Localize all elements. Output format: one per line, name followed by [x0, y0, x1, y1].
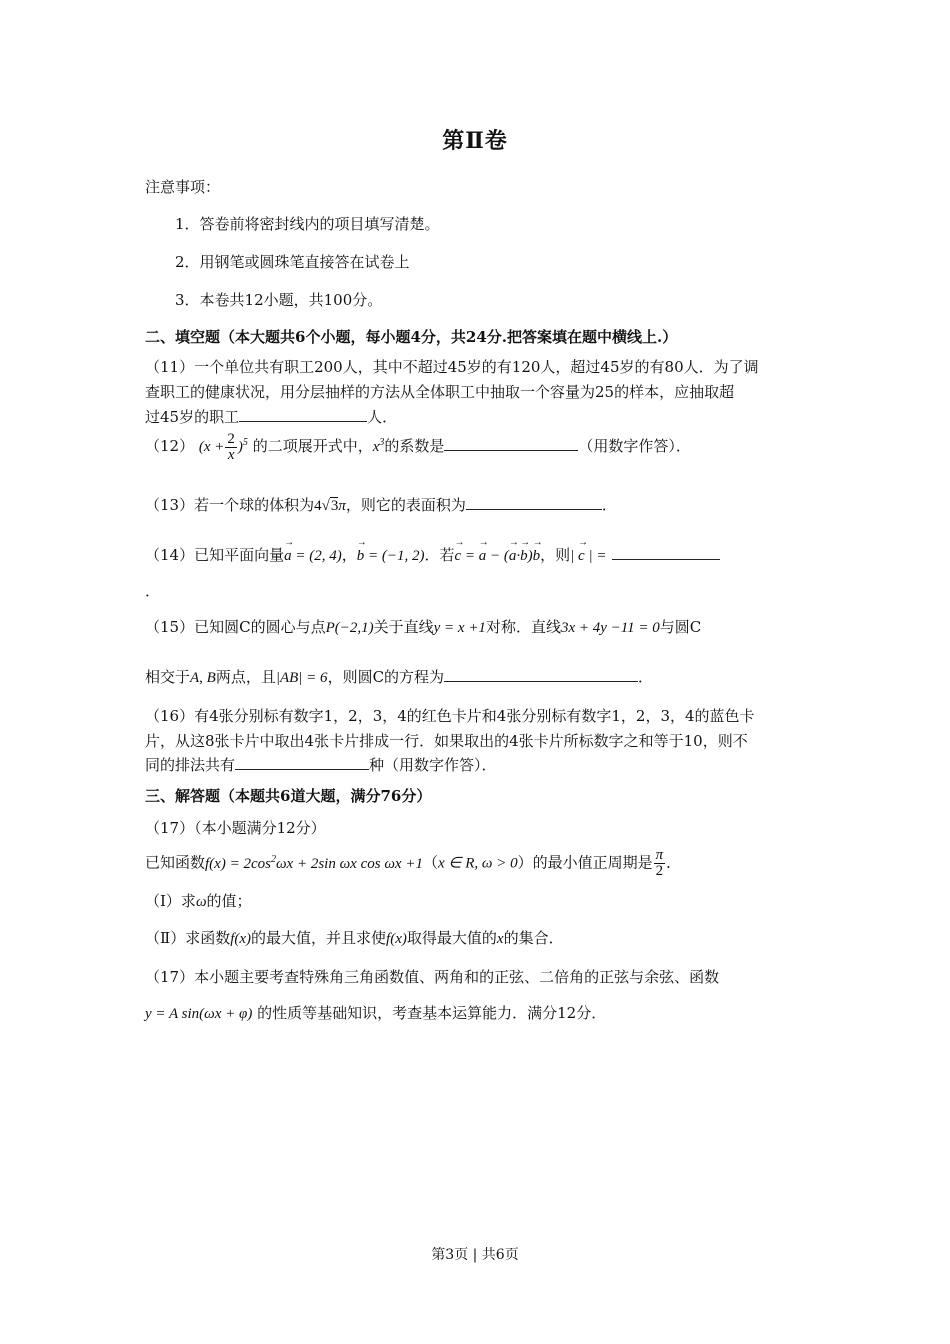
q15-label: （15）已知圆C的圆心与点: [145, 618, 326, 636]
q17-sine-function: y = A sin(ωx + φ): [145, 1006, 253, 1022]
q11-line1: （11）一个单位共有职工200人，其中不超过45岁的有120人，超过45岁的有80人．为了调: [145, 358, 759, 376]
page-footer: 第3页 | 共6页: [431, 1247, 519, 1263]
q15-line2-before: 相交于: [145, 668, 191, 686]
q17-statement: [145, 848, 681, 879]
notice-item-2: 2．用钢笔或圆珠笔直接答在试卷上: [175, 253, 410, 271]
q17-function: $f(x) = 2\cos^2\omega x + 2\sin$ ωx cos ωx +1: [205, 853, 423, 872]
q14-abs-c: | → c | =: [570, 548, 606, 564]
q15-line2-after: ，则圆C的方程为: [327, 668, 445, 686]
notice-item-3: 3．本卷共12小题，共100分。: [175, 291, 383, 309]
q17-part1-after: 的值；: [206, 892, 252, 910]
q11-answer-blank[interactable]: [239, 407, 367, 422]
section2-heading: 二、填空题（本大题共6个小题，每小题4分，共24分.把答案填在题中横线上.）: [145, 328, 678, 346]
notice-item-1: 1．答卷前将密封线内的项目填写清楚。: [175, 215, 440, 233]
q16-line1: （16）有4张分别标有数字1，2，3，4的红色卡片和4张分别标有数字1，2，3，4的蓝色卡: [145, 707, 755, 725]
q14-continuation: ．: [145, 582, 161, 600]
q17-cond-close: ）的最小值正周期是: [517, 853, 653, 872]
q14-vec-b: → b = (−1, 2): [357, 548, 425, 564]
q17-explanation-1: （17）本小题主要考查特殊角三角函数值、两角和的正弦、二倍角的正弦与余弦、函数: [145, 968, 720, 986]
q17-part2: [145, 927, 564, 948]
q17-label: （17）（本小题满分12分）: [145, 819, 326, 837]
q12-tail: （用数字作答）．: [578, 436, 691, 455]
q13-line: [145, 494, 617, 515]
q17-period: $\frac{\pi}{2}$: [655, 847, 664, 879]
q15-t1: 关于直线: [373, 618, 434, 636]
q14-sep1: ，: [341, 546, 357, 564]
q17-intro: 已知函数: [145, 853, 206, 872]
q15-end: ．: [638, 668, 654, 686]
q14-answer-blank[interactable]: [612, 545, 720, 560]
q12-text-after: 的系数是: [384, 436, 445, 455]
page-title: 第Ⅱ卷: [442, 128, 508, 154]
q17-part2-b: 的最大值，并且求使: [251, 929, 387, 947]
q16-line3-before: 同的排法共有: [145, 756, 236, 774]
q16-line3-after: 种（用数字作答）．: [369, 756, 497, 774]
q16-line3: [145, 754, 497, 775]
q11-line2: 查职工的健康状况，用分层抽样的方法从全体职工中抽取一个容量为25的样本，应抽取超: [145, 383, 735, 401]
q17-expl2-text: 的性质等基础知识，考查基本运算能力．满分12分．: [257, 1004, 607, 1022]
q15-t3: 与圆C: [659, 618, 702, 636]
q13-volume: 4√3π: [314, 498, 346, 514]
q17-fx-2: f(x): [386, 931, 407, 947]
q15-answer-blank[interactable]: [444, 667, 638, 682]
q16-line2: 片，从这8张卡片中取出4张卡片排成一行．如果取出的4张卡片所标数字之和等于10，则不: [145, 732, 748, 750]
q15-line-eq2: 3x + 4y −11 = 0: [560, 620, 660, 636]
q17-cond-open: （: [422, 853, 438, 872]
q13-text-after: ，则它的表面积为: [345, 496, 466, 514]
q15-line2: [145, 666, 653, 687]
q12-answer-blank[interactable]: [444, 436, 578, 451]
q17-part1: [145, 890, 252, 911]
q12-label: （12）: [145, 436, 195, 455]
q15-line-eq: y = x +1: [433, 620, 486, 636]
q14-label: （14）已知平面向量: [145, 546, 285, 564]
q17-part2-c: 取得最大值的: [406, 929, 497, 947]
q14-sep2: ．若: [424, 546, 455, 564]
q16-answer-blank[interactable]: [235, 755, 369, 770]
q12-text-mid: 的二项展开式中，: [252, 436, 373, 455]
q17-part1-before: （Ⅰ）求: [145, 892, 196, 910]
section3-heading: 三、解答题（本题共6道大题，满分76分）: [145, 787, 432, 805]
q13-end: ．: [601, 496, 617, 514]
q17-part2-d: 的集合．: [503, 929, 564, 947]
q15-line2-mid: 两点，且: [215, 668, 276, 686]
q12-expr: (x + $\frac{2}{x}$ )$^5$: [198, 431, 248, 463]
q11-line3: [145, 406, 397, 427]
q12-term: $x^3$: [372, 436, 385, 455]
q15-points-ab: A, B: [190, 670, 216, 686]
q15-ab-length: |AB| = 6: [275, 670, 328, 686]
q15-point: P(−2,1): [325, 620, 374, 636]
q17-end: ．: [666, 853, 682, 872]
q11-line3-after: 人．: [367, 408, 398, 426]
q15-line1: [145, 616, 701, 637]
q13-answer-blank[interactable]: [466, 495, 602, 510]
notice-heading: 注意事项：: [145, 178, 221, 196]
q14-vec-a: → a = (2, 4): [284, 548, 342, 564]
q17-condition: x ∈ R, ω > 0: [437, 855, 518, 872]
q17-fx-1: f(x): [230, 931, 252, 947]
q17-x: x: [496, 931, 504, 947]
q14-sep3: ，则: [540, 546, 571, 564]
q14-vec-c: → c = → a − (→ a·→ b)→ b: [454, 548, 540, 564]
q14-line: [145, 544, 720, 565]
q17-omega: ω: [195, 894, 207, 910]
q11-line3-before: 过45岁的职工: [145, 408, 240, 426]
q13-label: （13）若一个球的体积为: [145, 496, 315, 514]
q12-line: [145, 432, 691, 463]
q17-explanation-2: [145, 1002, 606, 1023]
q15-t2: 对称．直线: [485, 618, 561, 636]
q17-part2-a: （Ⅱ）求函数: [145, 929, 231, 947]
